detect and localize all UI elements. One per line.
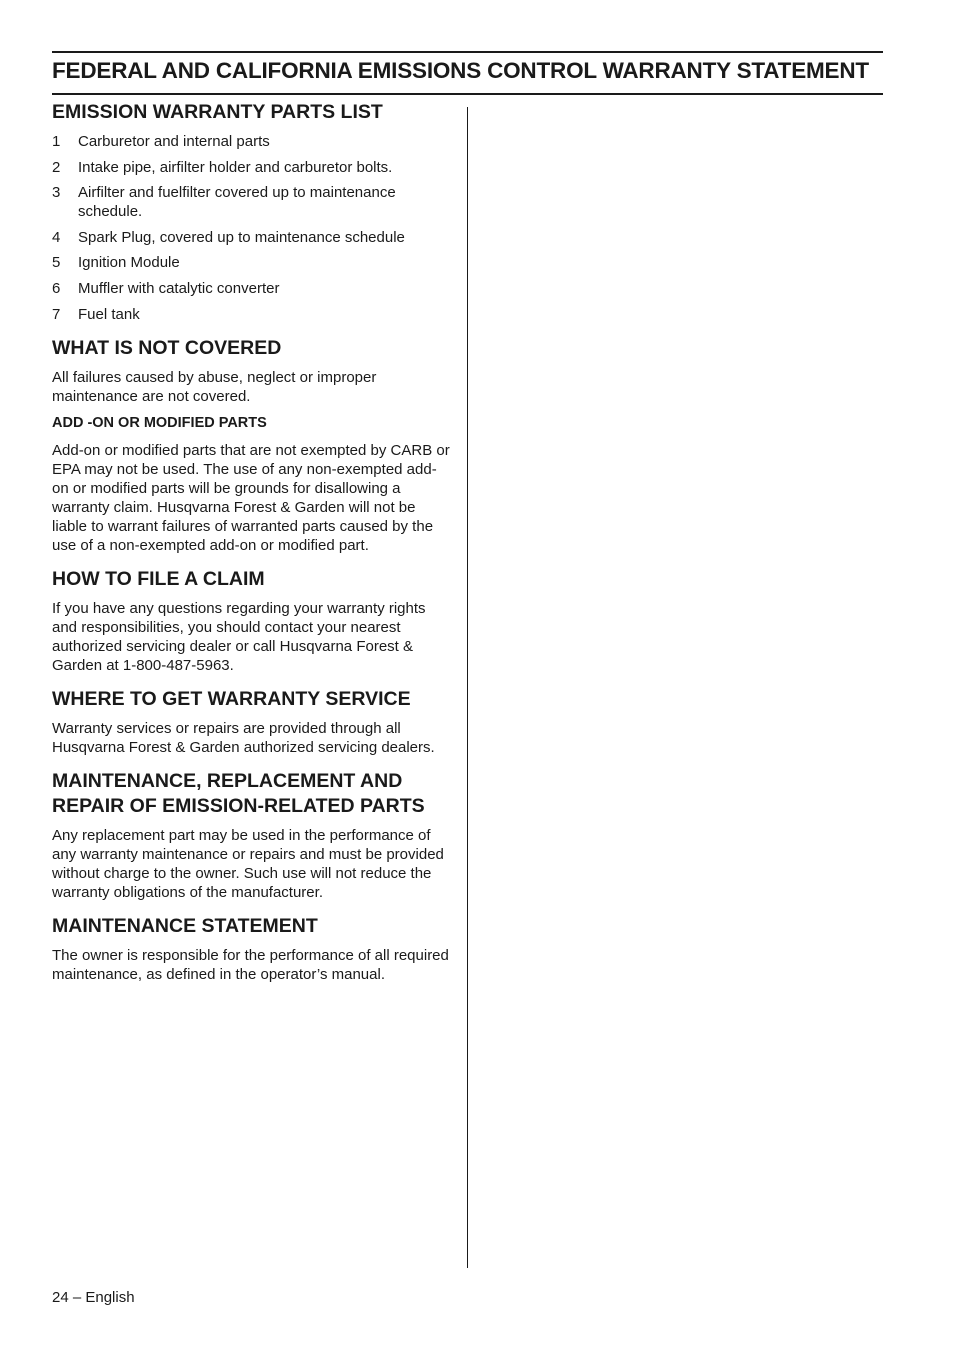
section-heading: MAINTENANCE, REPLACEMENT AND REPAIR OF EMISSION-RELATED PARTS <box>52 770 425 817</box>
sub-heading: ADD -ON OR MODIFIED PARTS <box>52 415 267 431</box>
section-heading: WHERE TO GET WARRANTY SERVICE <box>52 688 411 710</box>
list-item-number: 7 <box>52 306 61 323</box>
list-item <box>52 132 452 151</box>
list-item-number: 4 <box>52 229 61 246</box>
title-bottom-rule <box>52 93 883 95</box>
section-body: All failures caused by abuse, neglect or improper maintenance are not covered. <box>52 369 377 405</box>
title-top-rule <box>52 51 883 53</box>
list-item <box>52 279 452 298</box>
section-parts-list <box>52 100 452 324</box>
list-item <box>52 305 452 324</box>
section-not-covered <box>52 336 452 555</box>
column-divider <box>467 107 468 1268</box>
list-item-text: Muffler with catalytic converter <box>78 280 280 297</box>
left-column <box>52 100 452 984</box>
page-footer: 24 – English <box>52 1289 135 1306</box>
section-maintenance-statement <box>52 914 452 984</box>
section-heading: WHAT IS NOT COVERED <box>52 337 282 359</box>
list-item-number: 2 <box>52 159 61 176</box>
list-item-number: 1 <box>52 133 61 150</box>
section-body: Any replacement part may be used in the performance of any warranty maintenance or repairs and must be provided without charge to the owner. Such use will not reduce the warranty obligations of the manufacturer. <box>52 827 444 901</box>
section-heading: MAINTENANCE STATEMENT <box>52 915 318 937</box>
section-file-claim <box>52 567 452 675</box>
page-title: FEDERAL AND CALIFORNIA EMISSIONS CONTROL WARRANTY STATEMENT <box>52 58 869 83</box>
section-body: Add-on or modified parts that are not exempted by CARB or EPA may not be used. The use of any non-exempted add-on or modified parts will be grounds for disallowing a warranty claim. Husqvarna Forest & Garden will not be liable to warrant failures of warranted parts caused by the use of a non-exempted add-on or modified part. <box>52 442 450 554</box>
list-item-text: Airfilter and fuelfilter covered up to maintenance schedule. <box>78 184 396 220</box>
list-item <box>52 158 452 177</box>
list-item-text: Ignition Module <box>78 254 180 271</box>
list-item-number: 3 <box>52 184 61 201</box>
list-item-number: 6 <box>52 280 61 297</box>
list-item-text: Spark Plug, covered up to maintenance schedule <box>78 229 405 246</box>
section-body: If you have any questions regarding your warranty rights and responsibilities, you should contact your nearest authorized servicing dealer or call Husqvarna Forest & Garden at 1-800-487-5963. <box>52 600 426 674</box>
list-item-text: Carburetor and internal parts <box>78 133 270 150</box>
list-item <box>52 228 452 247</box>
list-item <box>52 253 452 272</box>
section-warranty-service <box>52 687 452 757</box>
list-item-text: Fuel tank <box>78 306 140 323</box>
section-maintenance-repair <box>52 769 452 902</box>
parts-list <box>52 132 452 324</box>
section-body: Warranty services or repairs are provided through all Husqvarna Forest & Garden authorized servicing dealers. <box>52 720 435 756</box>
list-item-number: 5 <box>52 254 61 271</box>
list-item <box>52 183 452 221</box>
section-body: The owner is responsible for the performance of all required maintenance, as defined in the operator’s manual. <box>52 947 449 983</box>
section-heading: EMISSION WARRANTY PARTS LIST <box>52 101 383 123</box>
list-item-text: Intake pipe, airfilter holder and carburetor bolts. <box>78 159 393 176</box>
section-heading: HOW TO FILE A CLAIM <box>52 568 265 590</box>
